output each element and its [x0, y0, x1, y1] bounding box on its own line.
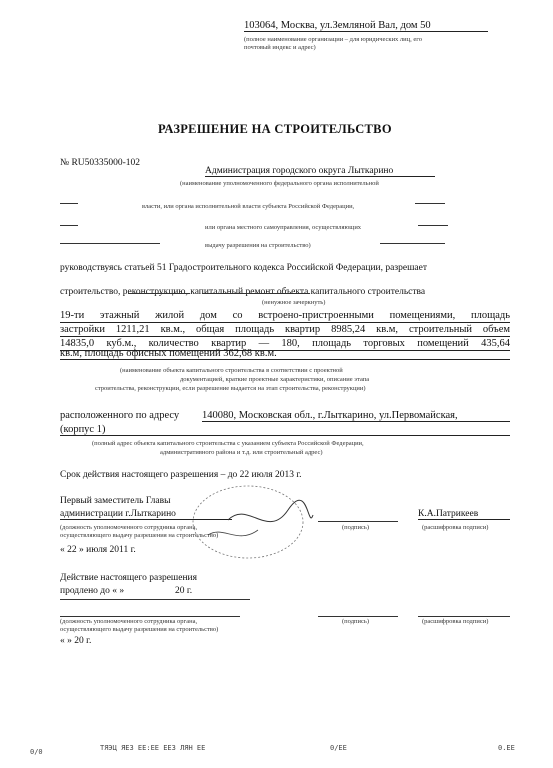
signer-position-note: осуществляющего выдачу разрешения на строительство) — [60, 532, 219, 539]
located-address: 140080, Московская обл., г.Лыткарино, ул.Первомайская, — [202, 410, 510, 422]
extension-year: 20 г. — [175, 586, 193, 596]
signature-line — [318, 521, 398, 522]
extension-label: Действие настоящего разрешения — [60, 573, 197, 583]
authority-note: выдачу разрешения на строительство) — [205, 242, 311, 249]
object-description — [60, 309, 510, 351]
located-address-2: (корпус 1) — [60, 424, 510, 436]
extension-date-blank: « » 20 г. — [60, 636, 92, 646]
fax-header-text: 0/ЕЕ — [330, 744, 347, 752]
fax-header-text: ТЯЭЦ ЯЕЗ ЕЕ:ЕЕ ЕЕЗ ЛЯН ЕЕ — [100, 744, 206, 752]
authority-note: власти, или органа исполнительной власти субъекта Российской Федерации, — [142, 203, 355, 210]
header-address: 103064, Москва, ул.Земляной Вал, дом 50 — [244, 20, 488, 32]
signature-line — [318, 616, 398, 617]
signer-position-2: администрации г.Лыткарино — [60, 509, 232, 520]
extension-position-note: осуществляющего выдачу разрешения на строительство) — [60, 626, 219, 633]
object-line: застройки 1211,21 кв.м., общая площадь квартир 8985,24 кв.м, строительный объем — [60, 324, 510, 335]
permit-number: № RU50335000-102 — [60, 158, 141, 168]
legal-basis: руководствуясь статьей 51 Градостроительного кодекса Российской Федерации, разрешает — [60, 263, 427, 273]
strike-reconstruction — [128, 293, 190, 294]
object-line: кв.м, площадь офисных помещений 362,68 кв.м. — [60, 348, 510, 360]
fax-header-text: 0.ЕЕ — [498, 744, 515, 752]
signature-line — [418, 616, 510, 617]
blank-line — [60, 243, 160, 244]
object-line: 19-ти этажный жилой дом со встроено-пристроенными помещениями, площадь — [60, 310, 510, 321]
page-title: РАЗРЕШЕНИЕ НА СТРОИТЕЛЬСТВО — [158, 122, 392, 136]
construction-type: строительство, реконструкцию, капитальный ремонт объекта капитального строительства — [60, 287, 426, 297]
header-address-note-2: почтовый индекс и адрес) — [244, 44, 316, 51]
authority-note: или органа местного самоуправления, осуществляющих — [205, 224, 362, 231]
official-stamp-image — [168, 480, 318, 560]
strike-note: (ненужное зачеркнуть) — [262, 299, 326, 306]
extension-position-note: (должность уполномоченного сотрудника органа, — [60, 618, 198, 625]
extension-signature-note: (подпись) — [342, 618, 369, 625]
object-line: 14835,0 куб.м., количество квартир — 180, площадь торговых помещений 435,64 — [60, 338, 510, 349]
signature-date: « 22 » июля 2011 г. — [60, 545, 136, 555]
page-marker: 0/0 — [30, 748, 43, 756]
blank-line — [60, 225, 78, 226]
blank-line — [415, 203, 445, 204]
signer-name: К.А.Патрикеев — [418, 509, 510, 520]
located-note: административного района и т.д. или строительный адрес) — [160, 449, 323, 456]
blank-line — [418, 225, 448, 226]
header-address-note: (полное наименование организации – для юридических лиц, его — [244, 36, 423, 43]
extension-date-label: продлено до « » — [60, 586, 125, 596]
blank-line — [60, 203, 78, 204]
blank-line — [380, 243, 445, 244]
blank-line — [60, 616, 240, 617]
object-note: (наименование объекта капитального строительства в соответствии с проектной — [120, 367, 343, 374]
located-note: (полный адрес объекта капитального строительства с указанием субъекта Российской Федерации, — [92, 440, 364, 447]
object-note: документацией, краткие проектные характеристики, описание этапа — [180, 376, 370, 383]
object-note: строительства, реконструкции, если разрешение выдается на этап строительства, реконструкции) — [95, 385, 366, 392]
located-label: расположенного по адресу — [60, 410, 180, 421]
validity: Срок действия настоящего разрешения – до 22 июля 2013 г. — [60, 470, 302, 480]
signer-name-note: (расшифровка подписи) — [422, 524, 489, 531]
authority-note: (наименование уполномоченного федерального органа исполнительной — [180, 180, 379, 187]
issuing-authority: Администрация городского округа Лыткарино — [205, 166, 435, 177]
strike-repair — [202, 293, 310, 294]
blank-line — [60, 599, 250, 600]
signer-position: Первый заместитель Главы — [60, 496, 171, 506]
signer-position-note: (должность уполномоченного сотрудника органа, — [60, 524, 198, 531]
extension-name-note: (расшифровка подписи) — [422, 618, 489, 625]
signature-note: (подпись) — [342, 524, 369, 531]
